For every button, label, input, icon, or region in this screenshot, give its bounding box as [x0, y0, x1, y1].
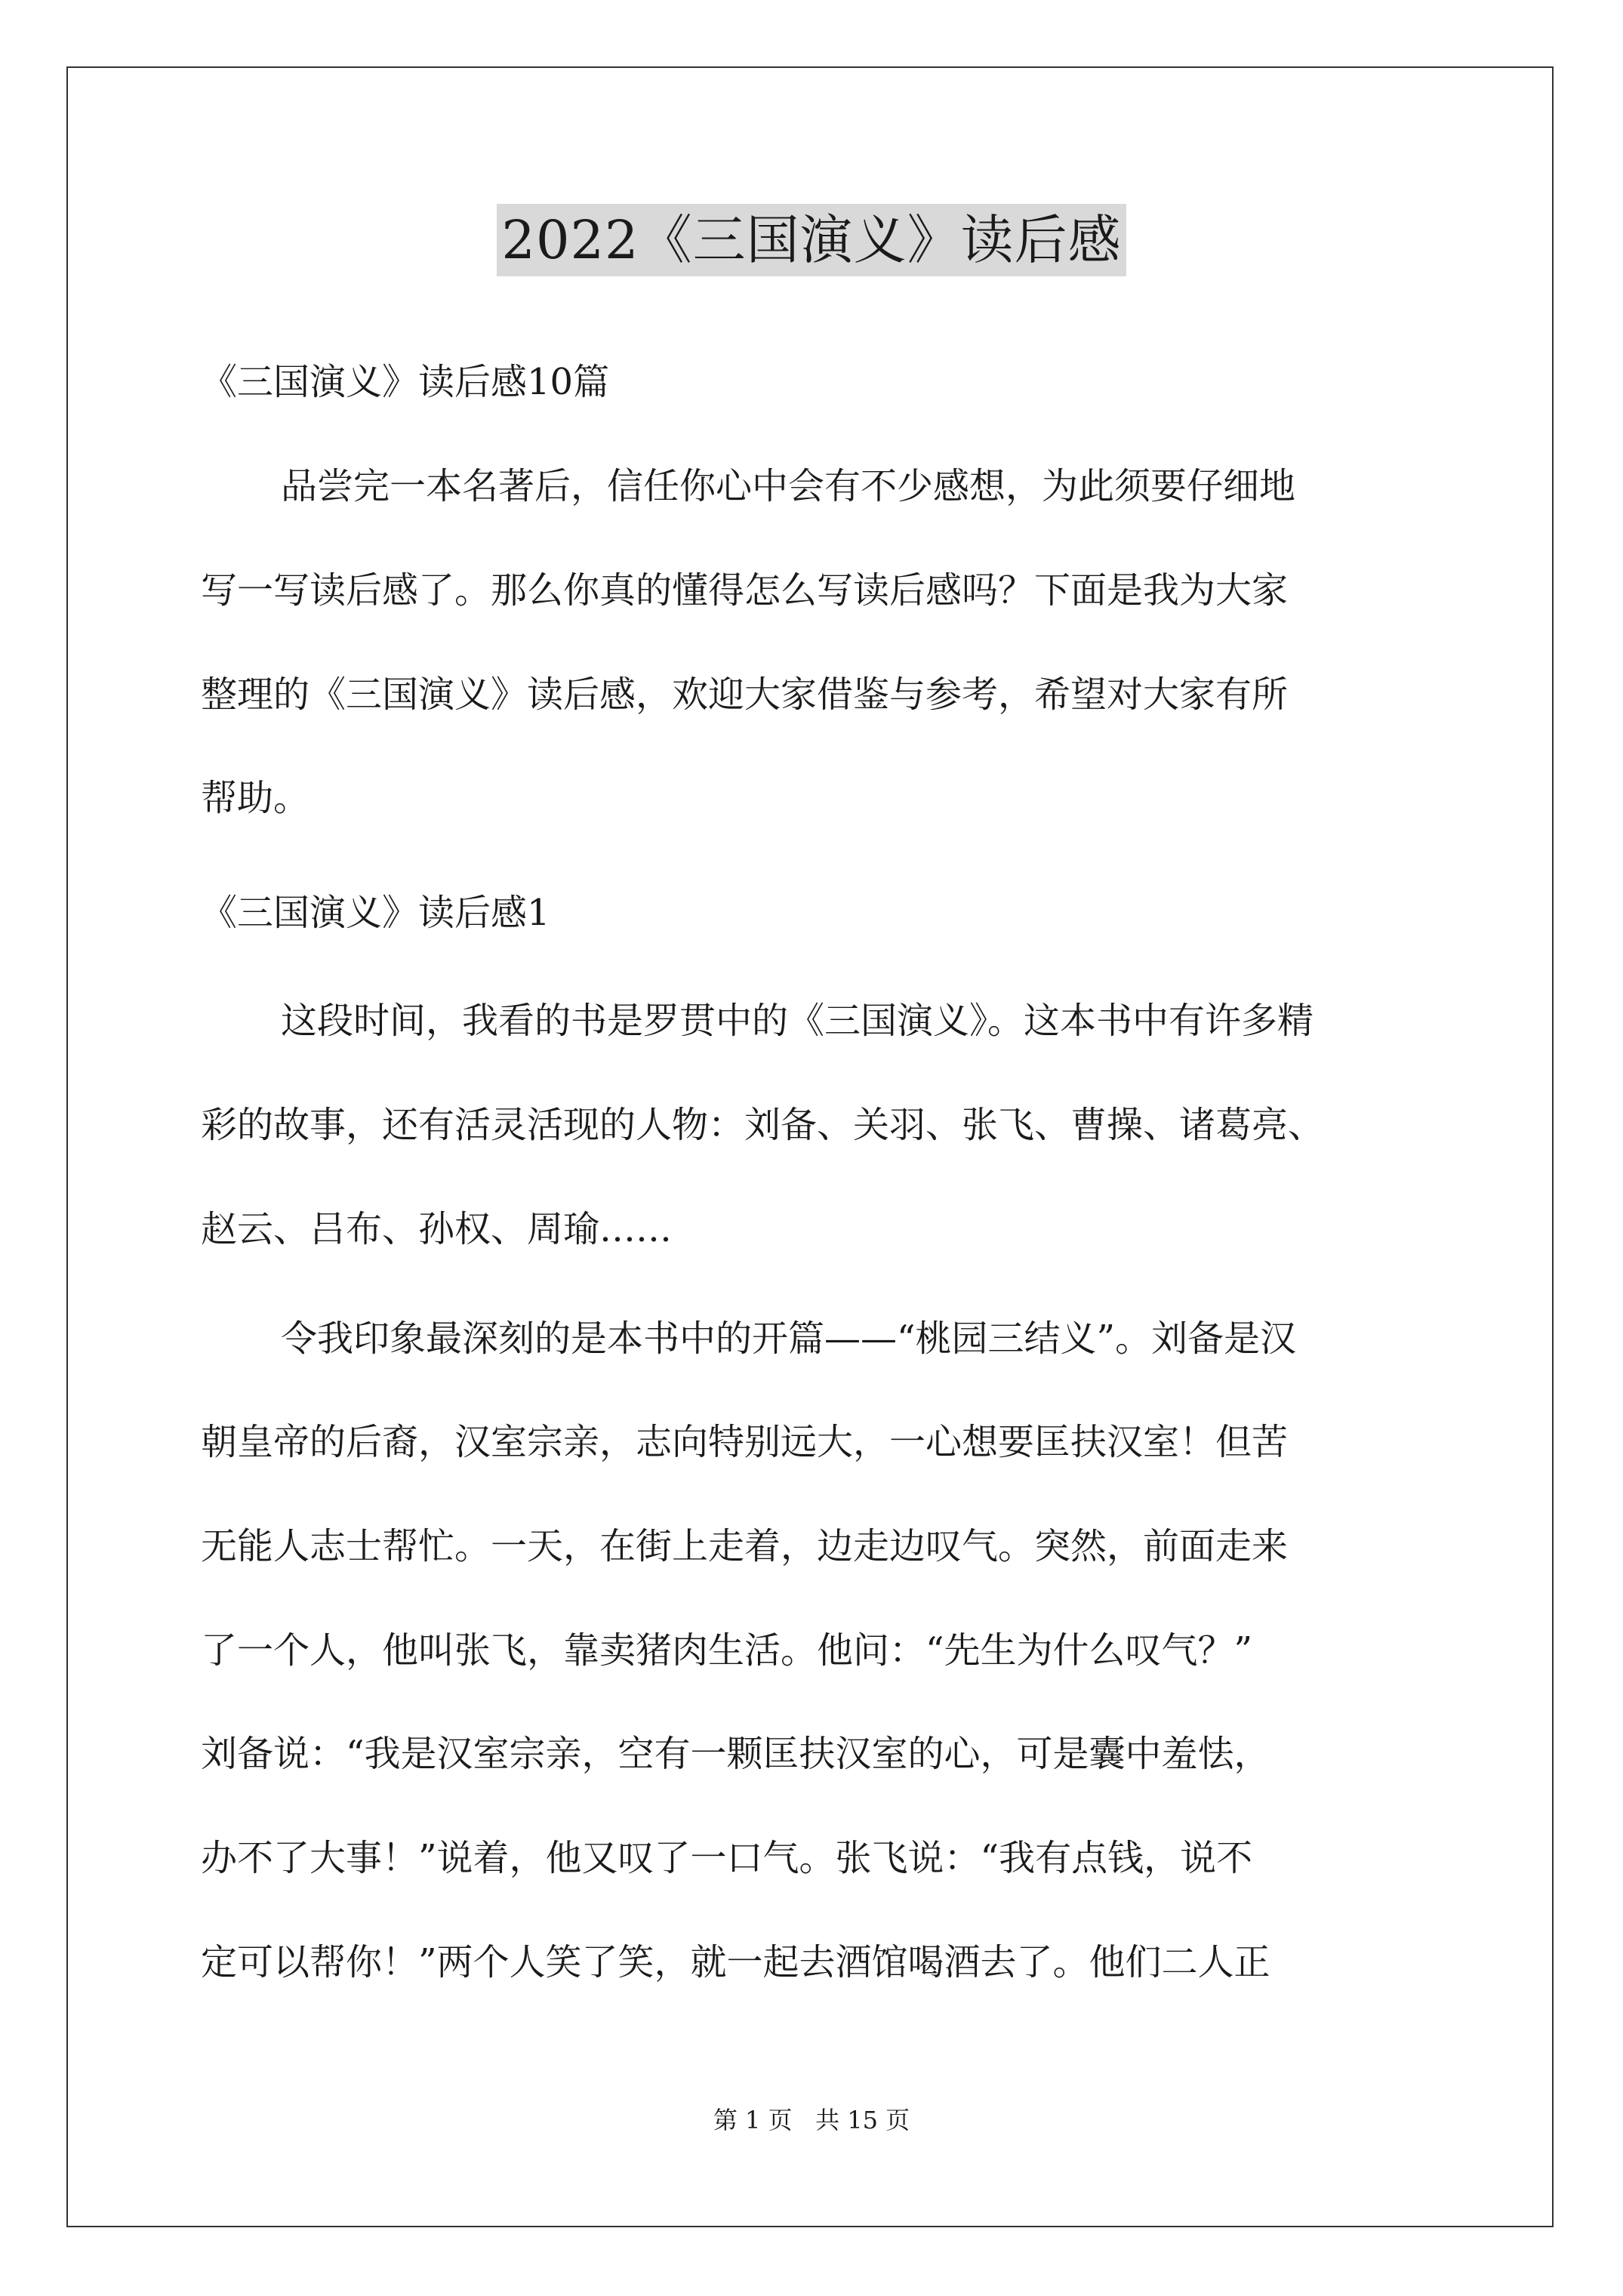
- paragraph-line: 这段时间，我看的书是罗贯中的《三国演义》。这本书中有许多精: [281, 1000, 1314, 1042]
- paragraph-line: 赵云、吕布、孙权、周瑜……: [201, 1208, 673, 1250]
- paragraph-line: 彩的故事，还有活灵活现的人物：刘备、关羽、张飞、曹操、诸葛亮、: [201, 1104, 1325, 1146]
- paragraph-line: 写一写读后感了。那么你真的懂得怎么写读后感吗？下面是我为大家: [201, 569, 1289, 612]
- document-title: [0, 204, 1623, 276]
- paragraph-line: 朝皇帝的后裔，汉室宗亲，志向特别远大，一心想要匡扶汉室！但苦: [201, 1421, 1289, 1463]
- page-number-footer: 第 1 页 共 15 页: [713, 2106, 910, 2134]
- paragraph-line: 令我印象最深刻的是本书中的开篇——“桃园三结义”。刘备是汉: [281, 1318, 1297, 1360]
- paragraph-line: 定可以帮你！”两个人笑了笑，就一起去酒馆喝酒去了。他们二人正: [201, 1941, 1270, 1983]
- paragraph-line: 无能人志士帮忙。一天，在街上走着，边走边叹气。突然，前面走来: [201, 1525, 1289, 1567]
- paragraph-line: 品尝完一本名著后，信任你心中会有不少感想，为此须要仔细地: [281, 465, 1296, 507]
- paragraph-line: 帮助。: [201, 777, 310, 819]
- section-heading: 《三国演义》读后感1: [201, 892, 550, 934]
- paragraph-line: 办不了大事！”说着，他又叹了一口气。张飞说：“我有点钱，说不: [201, 1837, 1253, 1879]
- paragraph-line: 整理的《三国演义》读后感，欢迎大家借鉴与参考，希望对大家有所: [201, 673, 1289, 716]
- document-title-text: 2022《三国演义》读后感: [497, 204, 1126, 276]
- paragraph-line: 刘备说：“我是汉室宗亲，空有一颗匡扶汉室的心，可是囊中羞怯，: [201, 1733, 1270, 1775]
- paragraph-line: 了一个人，他叫张飞，靠卖猪肉生活。他问：“先生为什么叹气？”: [201, 1629, 1253, 1672]
- subtitle-line: 《三国演义》读后感10篇: [201, 361, 610, 403]
